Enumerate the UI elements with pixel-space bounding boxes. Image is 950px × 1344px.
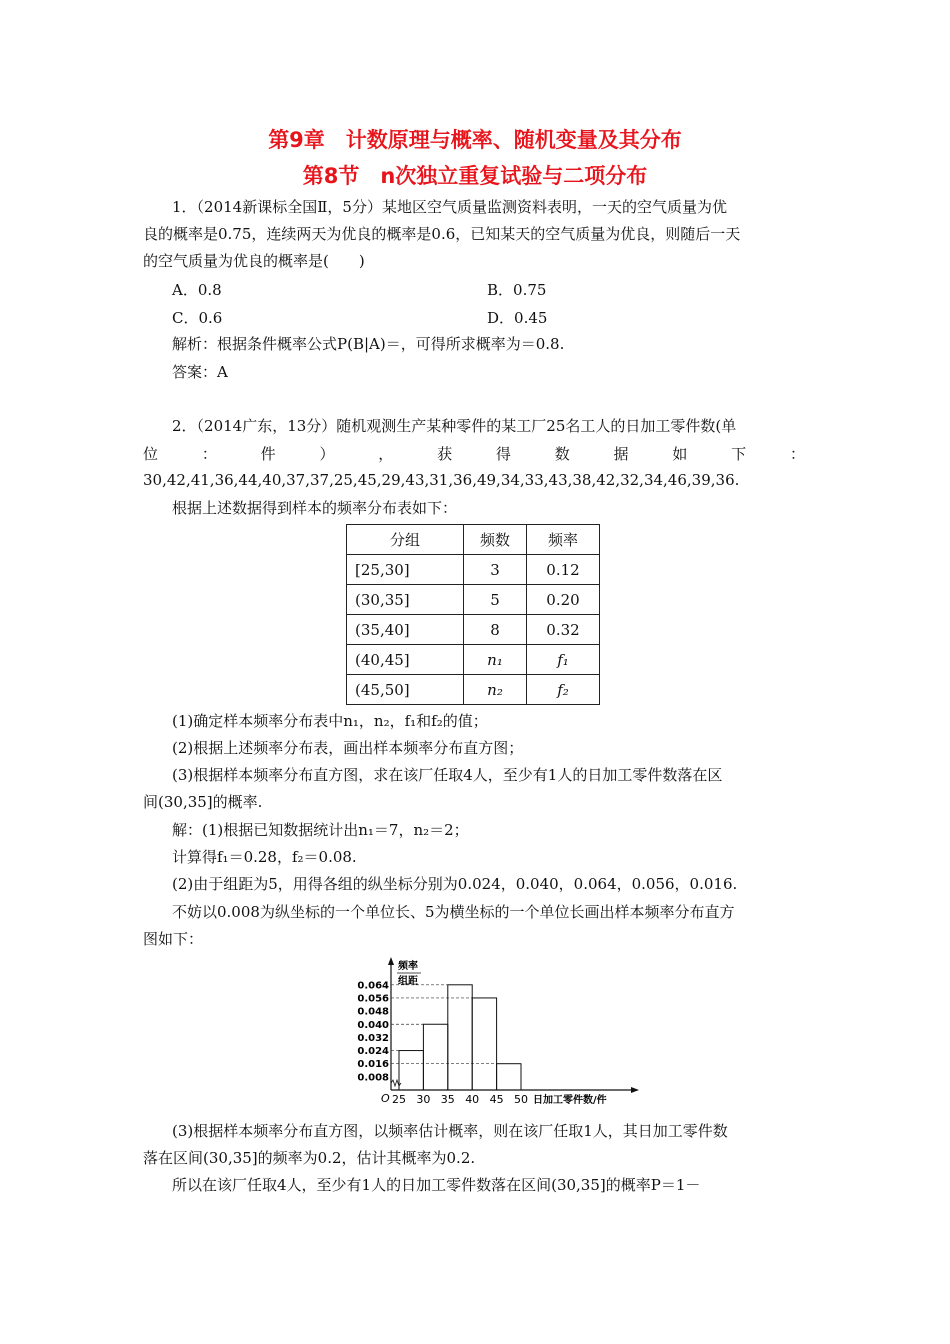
table-cell: (45,50]	[347, 675, 464, 705]
q2-line2-part: ：	[789, 445, 805, 463]
q2-text-line-2	[143, 443, 805, 464]
y-tick-label: 0.032	[357, 1032, 389, 1044]
table-header-cell: 频率	[527, 525, 600, 555]
table-cell: n₂	[464, 675, 527, 705]
table-cell: 5	[464, 585, 527, 615]
q2-line2-part: 数	[554, 445, 570, 463]
x-tick-label: 40	[465, 1093, 480, 1106]
table-row	[347, 615, 600, 645]
table-cell: f₂	[527, 675, 600, 705]
table-header-cell: 分组	[347, 525, 464, 555]
q1-option-d: D．0.45	[487, 309, 548, 327]
histogram-bar	[399, 1051, 423, 1090]
q2-solution-3-line-2: 落在区间(30,35]的频率为0.2，估计其概率为0.2.	[143, 1149, 476, 1167]
histogram-bar	[472, 998, 496, 1090]
y-tick-label: 0.024	[357, 1046, 389, 1058]
section-title: 第8节 n次独立重复试验与二项分布	[302, 164, 648, 188]
table-cell: (40,45]	[347, 645, 464, 675]
table-cell: (30,35]	[347, 585, 464, 615]
x-tick-label: 35	[440, 1093, 455, 1106]
q2-line2-part: ）	[319, 445, 335, 463]
histogram-bar	[423, 1024, 447, 1090]
y-tick-label: 0.040	[357, 1019, 389, 1031]
table-cell: [25,30]	[347, 555, 464, 585]
q1-option-c: C．0.6	[172, 309, 223, 327]
q2-sub-question-3-line-2: 间(30,35]的概率.	[143, 793, 263, 811]
table-row	[347, 555, 600, 585]
y-label-bottom: 组距	[398, 976, 418, 987]
frequency-histogram	[355, 956, 655, 1108]
q2-text-line-1: 2．（2014广东，13分）随机观测生产某种零件的某工厂25名工人的日加工零件数(单	[172, 417, 737, 435]
q2-line2-part: 位	[143, 445, 159, 463]
q2-solution-2: (2)由于组距为5，用得各组的纵坐标分别为0.024，0.040，0.064，0.056，0.016.	[172, 875, 738, 893]
table-cell: 3	[464, 555, 527, 585]
q2-line2-part: 件	[260, 445, 276, 463]
table-cell: 0.12	[527, 555, 600, 585]
table-cell: (35,40]	[347, 615, 464, 645]
q2-solution-2b-line-1: 不妨以0.008为纵坐标的一个单位长、5为横坐标的一个单位长画出样本频率分布直方	[172, 903, 735, 921]
x-tick-label: 30	[416, 1093, 431, 1106]
q2-line2-part: 下	[731, 445, 747, 463]
x-tick-label: 50	[514, 1093, 528, 1106]
histogram-bar	[497, 1064, 521, 1090]
table-row	[347, 675, 600, 705]
q1-option-b: B．0.75	[487, 281, 547, 299]
chapter-title: 第9章 计数原理与概率、随机变量及其分布	[268, 128, 682, 152]
x-tick-label: 25	[392, 1093, 406, 1106]
table-header-row	[347, 525, 600, 555]
table-header-cell: 频数	[464, 525, 527, 555]
q1-analysis: 解析：根据条件概率公式P(B|A)＝，可得所求概率为＝0.8.	[172, 335, 565, 353]
x-axis-arrow-icon	[631, 1087, 639, 1093]
origin-label: O	[381, 1092, 390, 1105]
q1-text-line-3: 的空气质量为优良的概率是( )	[143, 252, 365, 270]
x-axis-label: 日加工零件数/件	[533, 1095, 607, 1106]
q2-line2-part: 获	[437, 445, 453, 463]
q2-sub-question-2: (2)根据上述频率分布表，画出样本频率分布直方图；	[172, 739, 524, 757]
table-cell: f₁	[527, 645, 600, 675]
table-cell: 0.32	[527, 615, 600, 645]
q2-line2-part: 据	[613, 445, 629, 463]
table-row	[347, 645, 600, 675]
q2-sub-question-3-line-1: (3)根据样本频率分布直方图，求在该厂任取4人，至少有1人的日加工零件数落在区	[172, 766, 723, 784]
y-axis-arrow-icon	[388, 957, 394, 965]
y-tick-label: 0.056	[357, 993, 389, 1005]
y-tick-label: 0.008	[357, 1072, 389, 1084]
q2-solution-1b: 计算得f₁＝0.28，f₂＝0.08.	[172, 848, 357, 866]
y-label-top: 频率	[398, 961, 418, 972]
q2-line2-part: ：	[201, 445, 217, 463]
frequency-table	[346, 524, 600, 705]
table-row	[347, 585, 600, 615]
table-cell: 0.20	[527, 585, 600, 615]
q2-data-line: 30,42,41,36,44,40,37,37,25,45,29,43,31,36,49,34,33,43,38,42,32,34,46,39,36.	[143, 471, 740, 489]
q1-text-line-1: 1．（2014新课标全国Ⅱ，5分）某地区空气质量监测资料表明，一天的空气质量为优	[172, 198, 727, 216]
y-tick-label: 0.016	[357, 1059, 389, 1071]
q2-solution-3-line-1: (3)根据样本频率分布直方图，以频率估计概率，则在该厂任取1人，其日加工零件数	[172, 1122, 728, 1140]
y-tick-label: 0.048	[357, 1006, 389, 1018]
histogram-bar	[448, 985, 472, 1090]
q1-text-line-2: 良的概率是0.75，连续两天为优良的概率是0.6，已知某天的空气质量为优良，则随后一天	[143, 225, 741, 243]
x-tick-label: 45	[489, 1093, 504, 1106]
q2-line2-part: 如	[672, 445, 688, 463]
q2-line2-part: 得	[495, 445, 511, 463]
q2-solution-2b-line-2: 图如下：	[143, 930, 204, 948]
q1-answer: 答案：A	[172, 363, 228, 381]
table-cell: 8	[464, 615, 527, 645]
q2-line2-part: ，	[378, 445, 394, 463]
q2-solution-3-line-3: 所以在该厂任取4人，至少有1人的日加工零件数落在区间(30,35]的概率P＝1－	[172, 1176, 701, 1194]
q2-table-intro: 根据上述数据得到样本的频率分布表如下：	[172, 499, 458, 517]
y-tick-label: 0.064	[357, 980, 389, 992]
q2-sub-question-1: (1)确定样本频率分布表中n₁，n₂，f₁和f₂的值；	[172, 712, 488, 730]
q2-solution-1: 解：(1)根据已知数据统计出n₁＝7，n₂＝2；	[172, 821, 469, 839]
table-cell: n₁	[464, 645, 527, 675]
q1-option-a: A．0.8	[172, 281, 222, 299]
